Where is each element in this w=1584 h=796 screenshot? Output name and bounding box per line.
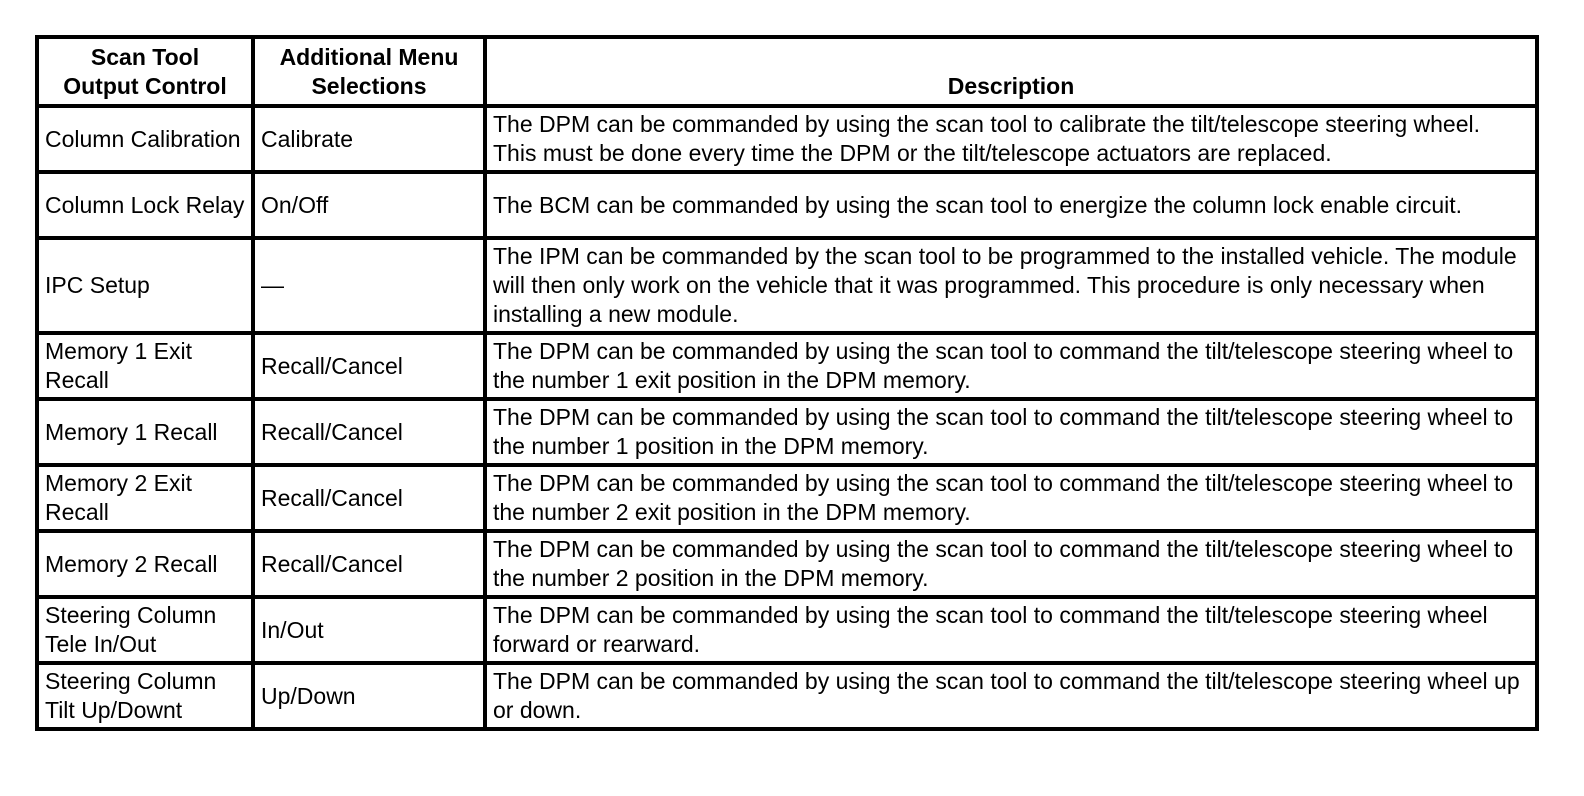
cell-control: Memory 2 Recall [37,531,253,597]
table-row [37,238,1537,333]
header-description: Description [485,37,1537,106]
cell-selection: Recall/Cancel [253,465,485,531]
cell-selection: Recall/Cancel [253,399,485,465]
header-col1-line1: Scan Tool [90,44,200,70]
table-row [37,663,1537,729]
cell-control: Column Lock Relay [37,172,253,238]
cell-selection: In/Out [253,597,485,663]
cell-description: The DPM can be commanded by using the scan tool to command the tilt/telescope steering wheel to the number 2 position in the DPM memory. [485,531,1537,597]
cell-selection: Recall/Cancel [253,531,485,597]
cell-control: Memory 2 Exit Recall [37,465,253,531]
header-col2-line2: Selections [311,73,427,99]
header-additional-menu-selections [253,37,485,106]
header-scan-tool-output-control [37,37,253,106]
cell-selection: On/Off [253,172,485,238]
cell-description: The DPM can be commanded by using the scan tool to command the tilt/telescope steering wheel to the number 1 exit position in the DPM memory. [485,333,1537,399]
table-row [37,333,1537,399]
cell-control: Column Calibration [37,106,253,172]
cell-selection: Up/Down [253,663,485,729]
cell-control: Steering Column Tele In/Out [37,597,253,663]
table-row [37,106,1537,172]
cell-description: The DPM can be commanded by using the scan tool to command the tilt/telescope steering wheel forward or rearward. [485,597,1537,663]
cell-description: The DPM can be commanded by using the scan tool to command the tilt/telescope steering wheel to the number 2 exit position in the DPM memory. [485,465,1537,531]
table-header-row [37,37,1537,106]
cell-description: The DPM can be commanded by using the scan tool to calibrate the tilt/telescope steering wheel. This must be done every time the DPM or the tilt/telescope actuators are replaced. [485,106,1537,172]
cell-description: The IPM can be commanded by the scan tool to be programmed to the installed vehicle. The module will then only work on the vehicle that it was programmed. This procedure is only necessary when installing a new module. [485,238,1537,333]
cell-control: Steering Column Tilt Up/Downt [37,663,253,729]
cell-control: Memory 1 Recall [37,399,253,465]
table-row [37,531,1537,597]
table-row [37,399,1537,465]
table-row [37,597,1537,663]
cell-selection: Calibrate [253,106,485,172]
output-control-table [35,35,1539,731]
cell-selection: — [253,238,485,333]
cell-description: The DPM can be commanded by using the scan tool to command the tilt/telescope steering wheel up or down. [485,663,1537,729]
header-col1-line2: Output Control [63,73,227,99]
cell-description: The DPM can be commanded by using the scan tool to command the tilt/telescope steering wheel to the number 1 position in the DPM memory. [485,399,1537,465]
cell-selection: Recall/Cancel [253,333,485,399]
header-col2-line1: Additional Menu [279,44,459,70]
table-row [37,465,1537,531]
cell-control: IPC Setup [37,238,253,333]
cell-description: The BCM can be commanded by using the scan tool to energize the column lock enable circuit. [485,172,1537,238]
cell-control: Memory 1 Exit Recall [37,333,253,399]
table-row [37,172,1537,238]
